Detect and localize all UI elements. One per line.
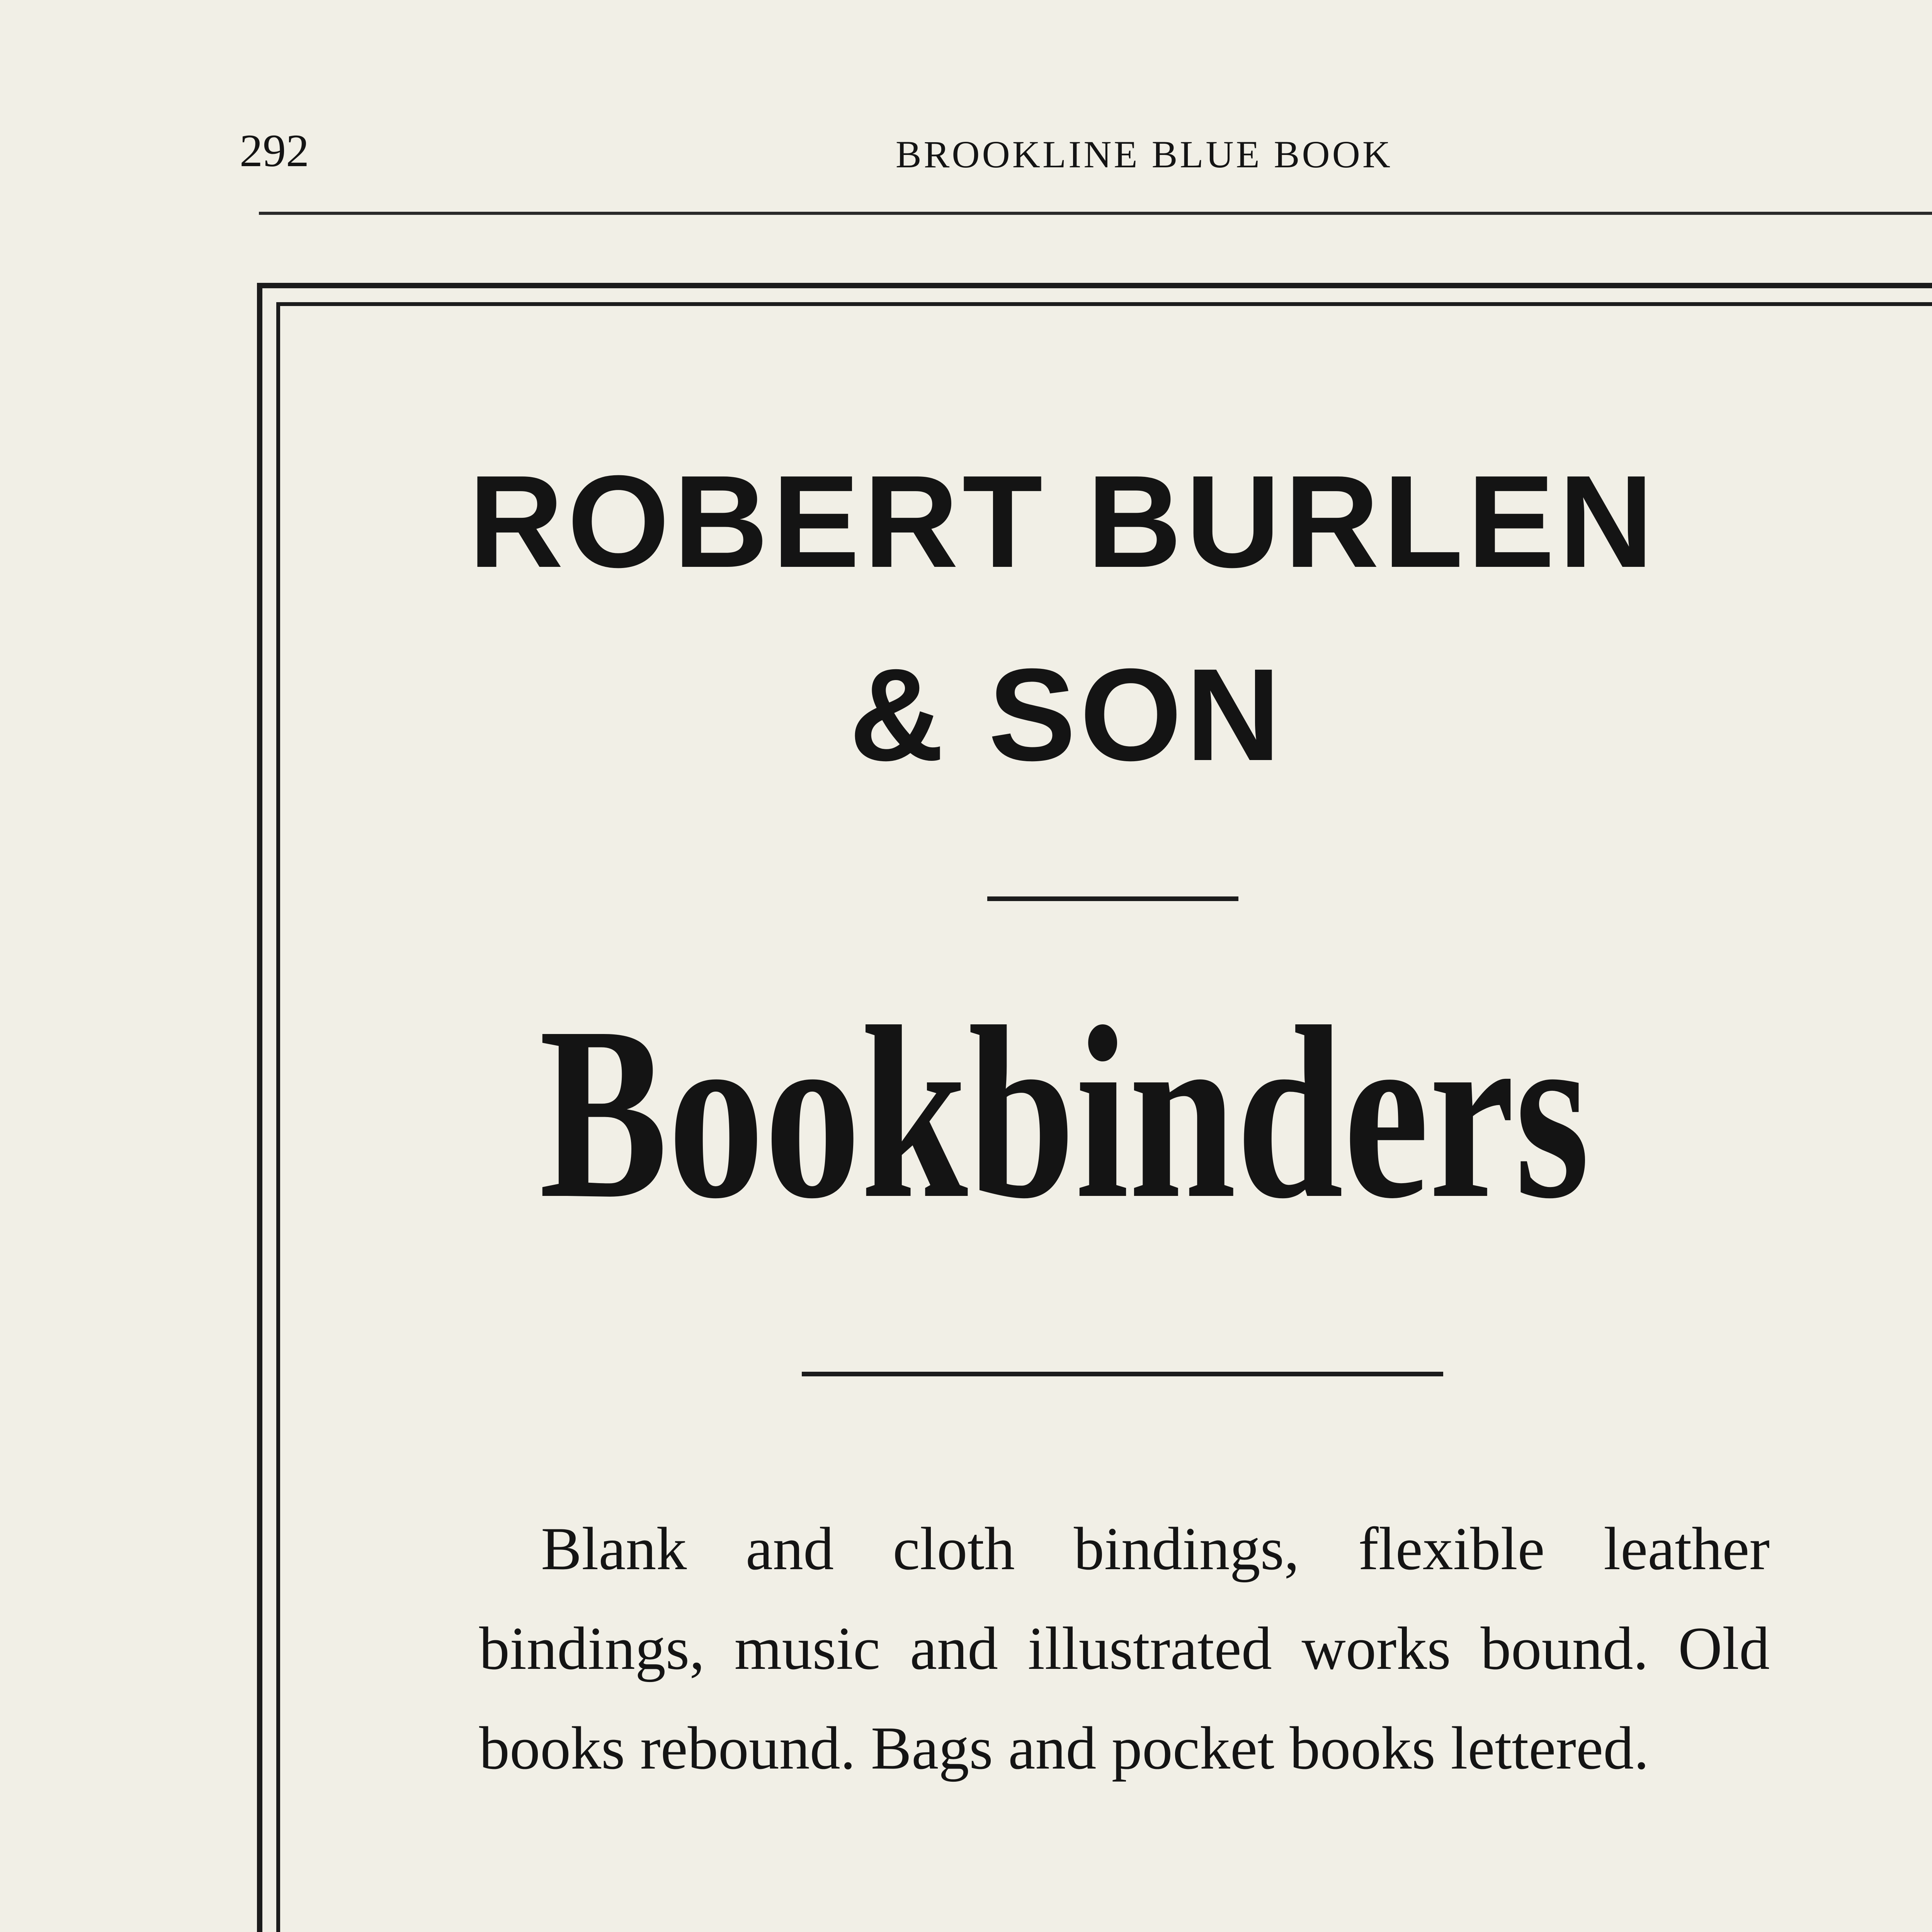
firm-name-line-2: & SON [849,641,1285,788]
trade-heading: Bookbinders [539,976,1590,1250]
firm-name-line-1: ROBERT BURLEN [468,448,1658,595]
page-number: 292 [240,125,309,176]
divider-rule [802,1372,1443,1376]
services-description: Blank and cloth bindings, flexible leather bindings, music and illustrated works bound. Old books rebound. Bags and pocket books lettered. [479,1515,1770,1782]
header-rule [259,212,1932,215]
running-head: BROOKLINE BLUE BOOK [895,133,1393,176]
divider-rule [987,896,1238,901]
